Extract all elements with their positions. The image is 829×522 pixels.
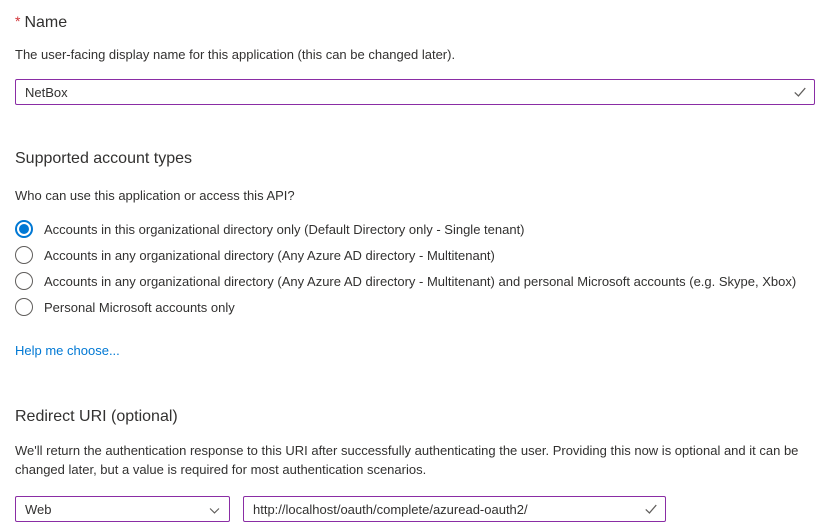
name-description: The user-facing display name for this application (this can be changed later). (15, 47, 456, 62)
radio-personal-only[interactable] (15, 294, 815, 320)
radio-label: Accounts in this organizational directory only (Default Directory only - Single tenant) (44, 221, 525, 237)
redirect-uri-input-wrap (243, 496, 666, 522)
platform-selected-value: Web (25, 501, 52, 517)
platform-select-dropdown[interactable] (15, 496, 230, 522)
name-title-text: Name (24, 14, 68, 31)
radio-label: Accounts in any organizational directory (Any Azure AD directory - Multitenant) (44, 247, 495, 263)
radio-single-tenant[interactable] (15, 216, 815, 242)
redirect-uri-controls (15, 496, 815, 522)
radio-label: Accounts in any organizational directory (Any Azure AD directory - Multitenant) and personal Microsoft accounts (e.g. Skype, Xbox) (44, 273, 797, 289)
name-section-title (15, 11, 815, 33)
radio-circle-icon (15, 298, 33, 316)
chevron-down-icon (208, 504, 221, 517)
account-types-section (15, 148, 815, 360)
radio-circle-icon (15, 246, 33, 264)
account-types-title: Supported account types (15, 150, 193, 167)
radio-multitenant[interactable] (15, 242, 815, 268)
redirect-uri-description: We'll return the authentication response to this URI after successfully authenticating the user. Providing this now is optional and it can be changed later, but a value is required for most authentication scenarios. (15, 443, 799, 477)
radio-circle-icon (15, 272, 33, 290)
name-input[interactable] (15, 79, 815, 105)
redirect-uri-section (15, 406, 815, 522)
account-types-question: Who can use this application or access this API? (15, 188, 295, 203)
radio-label: Personal Microsoft accounts only (44, 299, 235, 315)
radio-multitenant-personal[interactable] (15, 268, 815, 294)
redirect-uri-title: Redirect URI (optional) (15, 408, 178, 425)
help-me-choose-link[interactable]: Help me choose... (15, 343, 120, 358)
account-types-radio-group (15, 216, 815, 320)
radio-circle-icon (15, 220, 33, 238)
name-input-wrap (15, 79, 815, 105)
redirect-uri-input[interactable] (243, 496, 666, 522)
required-asterisk: * (15, 13, 21, 29)
